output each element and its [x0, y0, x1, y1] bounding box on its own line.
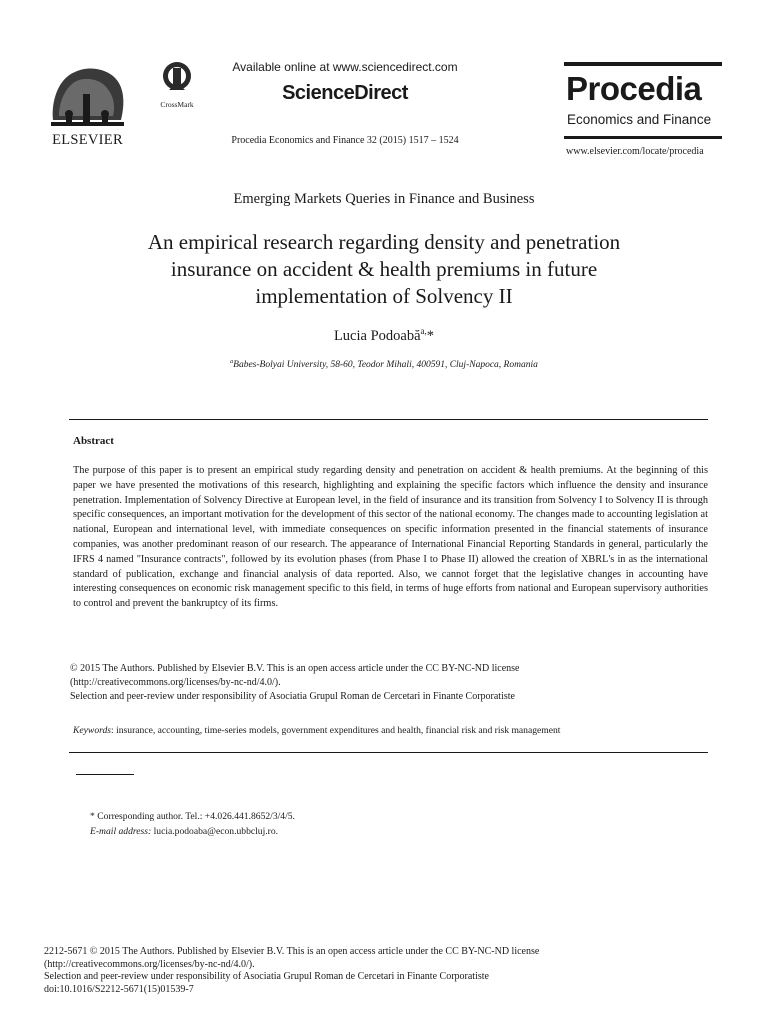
footer-line: 2212-5671 © 2015 The Authors. Published by Elsevier B.V. This is an open access article under the CC BY-NC-ND license: [44, 946, 540, 957]
title-line: insurance on accident & health premiums in future: [170, 257, 598, 281]
abstract-body: The purpose of this paper is to present an empirical study regarding density and penetration on accident & health premiums. At the beginning of this paper we have presented the motivations of this research, highlighting and explaining the specific factors which influence the density and insurance penetration. Implementation of Solvency Directive at European level, in the field of insurance and its transition from Solvency I to Solvency II is through specific consequences, an important motivation for the development of this sector of the national economy. The changes made to accounting legislation at national, European and international level, with immediate consequences on specific information presented in the financial statements of insurance companies, was another predominant reason of our research. The appearance of International Financial Reporting Standards in general, particularly the IFRS 4 named "Insurance contracts", followed by its evolution phases (from Phase I to Phase II) allowed the creation of XBRL's in as the international standard of publication, exchange and financial analysis of data reported. Also, we cannot forget that the legislative changes in accounting have interesting consequences on economic risk management specific to this field, in terms of huge efforts from national and European supervisory authorities to control and prevent the bankruptcy of its firms.: [73, 465, 708, 610]
page-footer: [44, 946, 724, 996]
keywords-label: Keywords: [73, 725, 112, 736]
conference-name: Emerging Markets Queries in Finance and Business: [233, 191, 535, 207]
doi[interactable]: doi:10.1016/S2212-5671(15)01539-7: [44, 983, 194, 995]
footer-link[interactable]: (http://creativecommons.org/licenses/by-nc-nd/4.0/).: [44, 958, 255, 970]
author-name: Lucia Podoabă: [333, 327, 421, 344]
email-line: [90, 825, 690, 840]
email-address[interactable]: lucia.podoaba@econ.ubbcluj.ro.: [151, 825, 279, 837]
procedia-url[interactable]: www.elsevier.com/locate/procedia: [566, 146, 704, 157]
crossmark-label: CrossMark: [160, 100, 194, 109]
procedia-bottom-rule: [564, 136, 722, 139]
affiliation-mark: a: [230, 359, 234, 365]
footer-line: Selection and peer-review under responsibility of Asociatia Grupul Roman de Cercetari in Finante Corporatiste: [44, 971, 489, 983]
sciencedirect-logo-text: ScienceDirect: [282, 82, 408, 104]
license-link[interactable]: (http://creativecommons.org/licenses/by-nc-nd/4.0/).: [70, 677, 281, 689]
affiliation: [0, 359, 768, 370]
email-label: E-mail address:: [90, 825, 152, 837]
keywords-text: : insurance, accounting, time-series models, government expenditures and health, financial risk and risk management: [111, 725, 561, 736]
abstract-heading: Abstract: [73, 435, 114, 447]
corresponding-author: * Corresponding author. Tel.: +4.026.441.8652/3/4/5.: [90, 811, 295, 822]
keywords: [73, 725, 713, 736]
author-star: *: [426, 327, 435, 344]
footnote: [90, 810, 690, 839]
abstract-top-rule: [69, 419, 708, 420]
procedia-subtitle: Economics and Finance: [567, 112, 712, 127]
title-line: implementation of Solvency II: [255, 284, 513, 308]
author-line: [0, 326, 768, 345]
procedia-top-rule: [564, 62, 722, 66]
procedia-title: Procedia: [566, 70, 702, 107]
affiliation-text: Babes-Bolyai University, 58-60, Teodor Mihali, 400591, Cluj-Napoca, Romania: [233, 360, 538, 371]
title-line: An empirical research regarding density and penetration: [147, 230, 621, 254]
abstract-bottom-rule: [69, 752, 708, 753]
license-line: © 2015 The Authors. Published by Elsevier B.V. This is an open access article under the CC BY-NC-ND license: [70, 663, 520, 674]
paper-title: [90, 229, 678, 310]
author-affil-mark: a,: [420, 326, 427, 336]
license-block: [70, 662, 710, 705]
journal-reference: Procedia Economics and Finance 32 (2015) 1517 – 1524: [231, 135, 459, 146]
publisher-name: ELSEVIER: [52, 132, 123, 148]
crossmark-icon: [161, 81, 193, 98]
license-line: Selection and peer-review under responsibility of Asociatia Grupul Roman de Cercetari in Finante Corporatiste: [70, 691, 515, 703]
available-online-text: Available online at www.sciencedirect.com: [232, 60, 458, 74]
footnote-rule: [76, 774, 134, 775]
crossmark-link[interactable]: [152, 60, 202, 109]
